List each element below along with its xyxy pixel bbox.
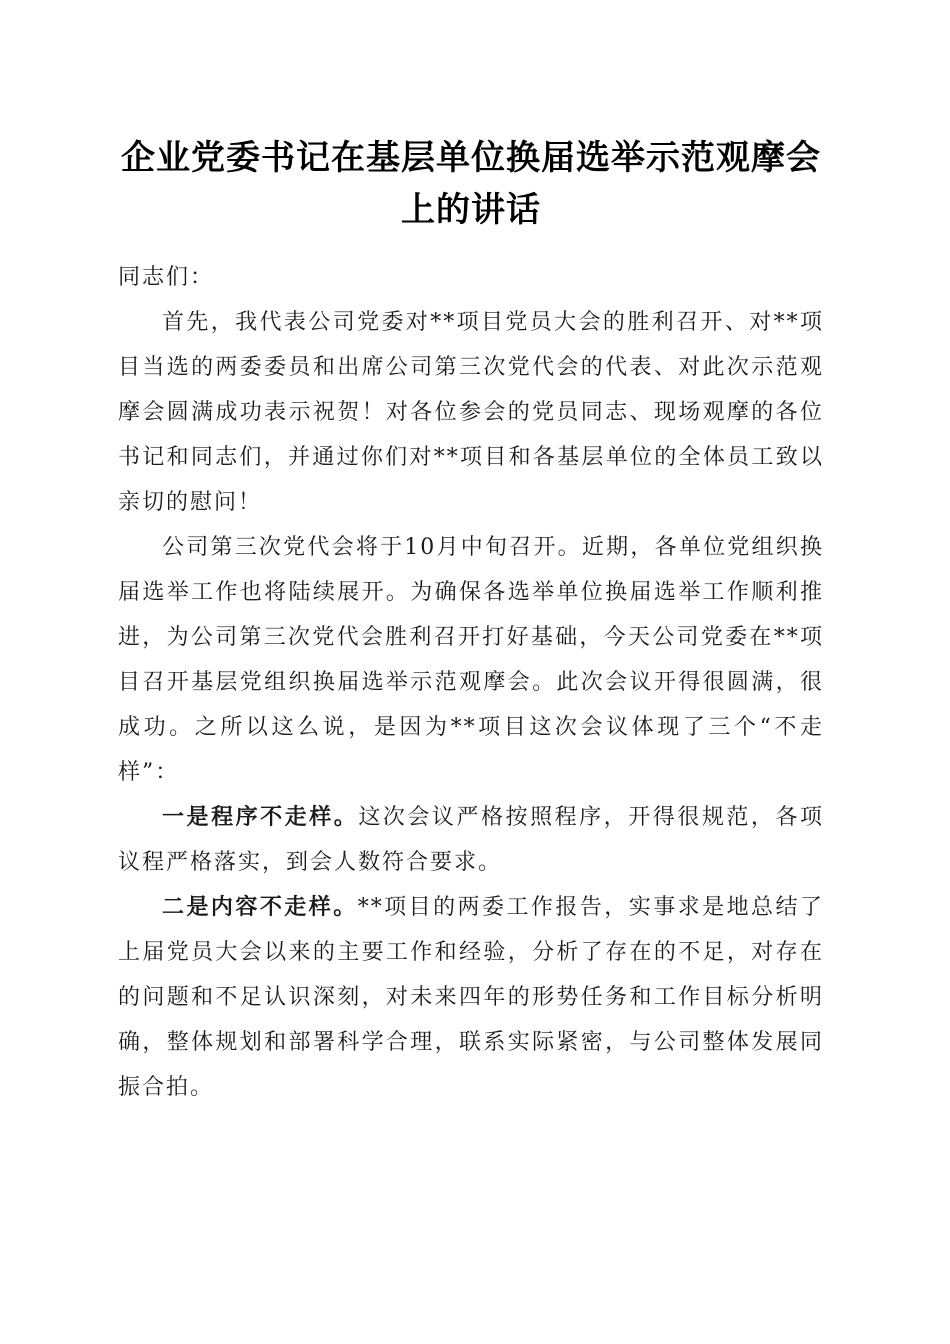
paragraph-text: 公司第三次党代会将于10月中旬召开。近期，各单位党组织换届选举工作也将陆续展开。为确保各选举单位换届选举工作顺利推进，为公司第三次党代会胜利召开打好基础，今天公司党委在**项目召开基层党组织换届选举示范观摩会。此次会议开得很圆满，很成功。之所以这么说，是因为**项目这次会议体现了三个“不走样”： [118, 535, 824, 785]
salutation: 同志们： [118, 265, 215, 290]
paragraph-text: **项目的两委工作报告，实事求是地总结了上届党员大会以来的主要工作和经验，分析了存在的不足，对存在的问题和不足认识深刻，对未来四年的形势任务和工作目标分析明确，整体规划和部署科学合理，联系实际紧密，与公司整体发展同振合拍。 [118, 895, 824, 1100]
paragraph-content [118, 885, 824, 1110]
document-title: 企业党委书记在基层单位换届选举示范观摩会上的讲话 [121, 138, 821, 230]
paragraph-lead: 一是程序不走样。 [162, 804, 359, 830]
paragraph-text: 这次会议严格按照程序，开得很规范，各项议程严格落实，到会人数符合要求。 [118, 805, 824, 875]
paragraph-procedure [118, 795, 824, 885]
paragraph-text: 首先，我代表公司党委对**项目党员大会的胜利召开、对**项目当选的两委委员和出席公司第三次党代会的代表、对此次示范观摩会圆满成功表示祝贺！对各位参会的党员同志、现场观摩的各位书记和同志们，并通过你们对**项目和各基层单位的全体员工致以亲切的慰问！ [118, 310, 824, 515]
paragraph-congratulations [118, 300, 824, 525]
paragraph-lead: 二是内容不走样。 [162, 894, 358, 920]
paragraph-background [118, 525, 824, 795]
document-body [118, 255, 824, 1110]
